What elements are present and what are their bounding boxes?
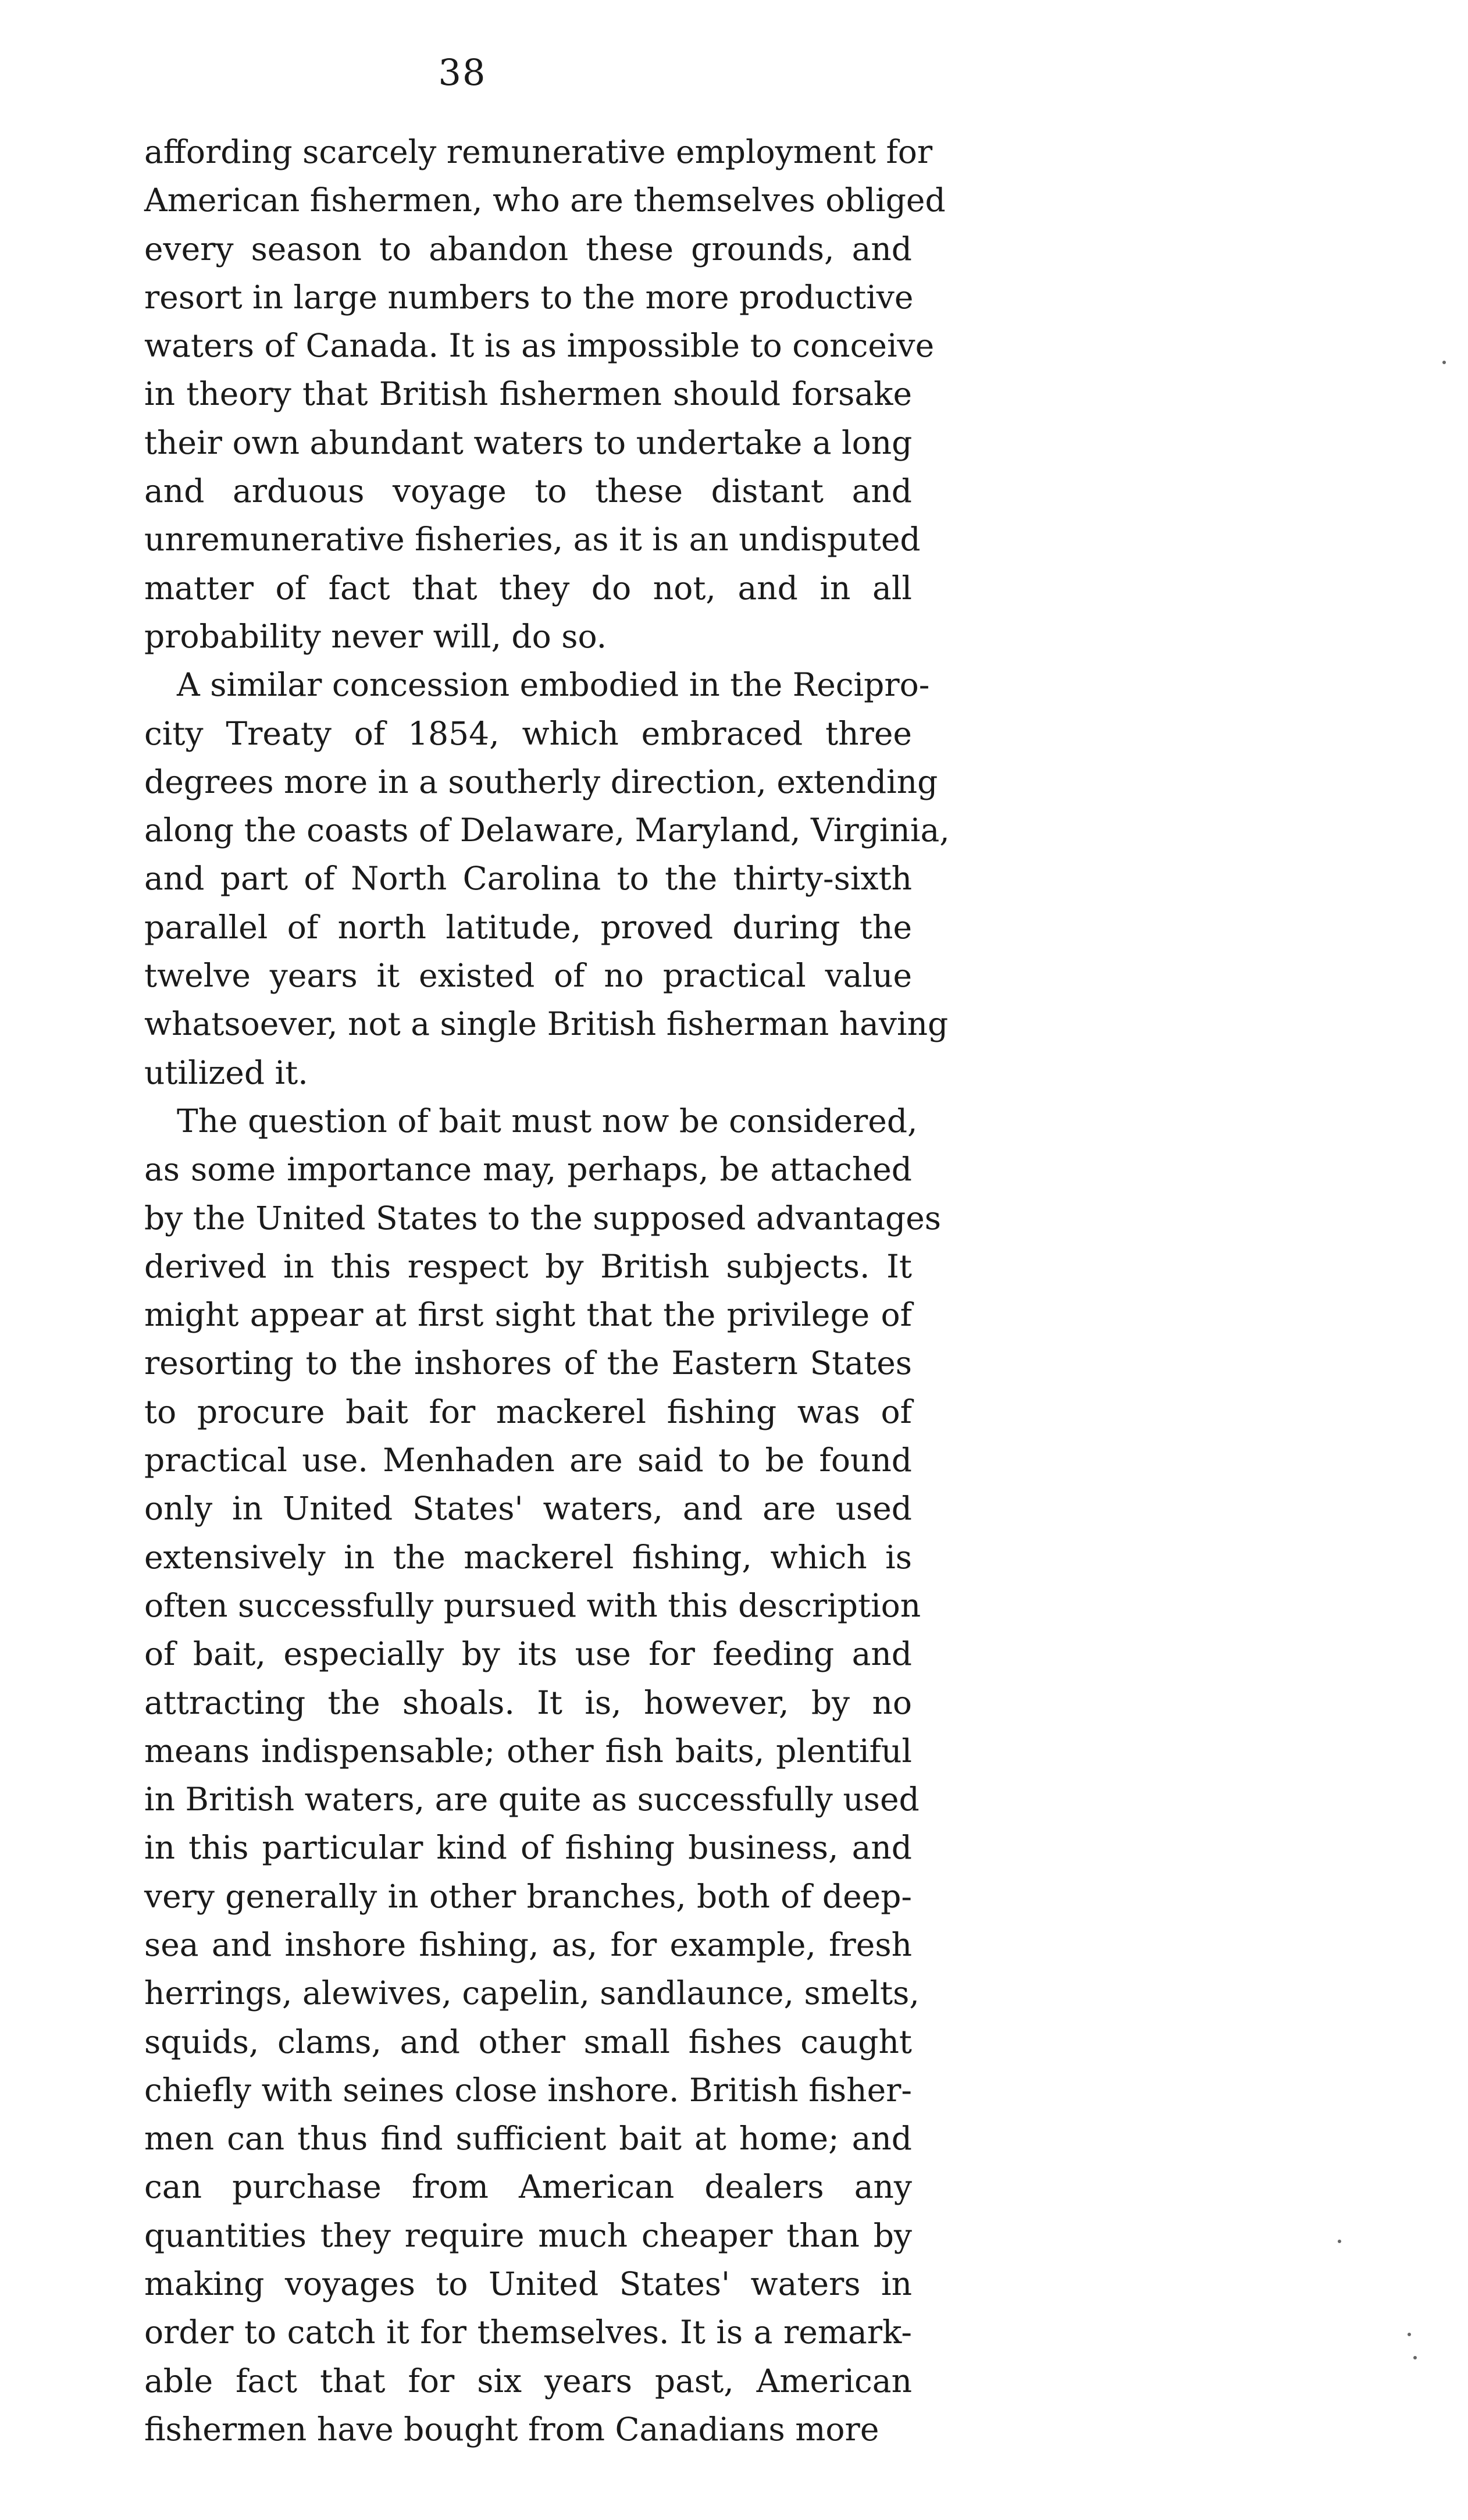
text-line: affording scarcely remunerative employment for xyxy=(144,133,933,170)
text-line: utilized it. xyxy=(144,1053,308,1091)
text-line: every season to abandon these grounds, and xyxy=(144,230,912,268)
text-line: to procure bait for mackerel fishing was of xyxy=(144,1393,912,1430)
text-line: of bait, especially by its use for feeding and xyxy=(144,1635,912,1673)
text-line: and arduous voyage to these distant and xyxy=(144,472,912,510)
text-line: herrings, alewives, capelin, sandlaunce, smelts, xyxy=(144,1974,920,2012)
text-line: twelve years it existed of no practical value xyxy=(144,957,912,995)
text-line: extensively in the mackerel fishing, which is xyxy=(144,1538,912,1576)
body-text xyxy=(144,128,950,2454)
text-line: whatsoever, not a single British fisherman having xyxy=(144,1005,949,1043)
text-line: able fact that for six years past, American xyxy=(144,2362,912,2400)
text-line: making voyages to United States' waters in xyxy=(144,2265,912,2303)
text-line: as some importance may, perhaps, be attached xyxy=(144,1151,912,1188)
text-line: along the coasts of Delaware, Maryland, Virginia, xyxy=(144,811,950,849)
text-line: parallel of north latitude, proved during the xyxy=(144,908,912,946)
text-line: practical use. Menhaden are said to be found xyxy=(144,1441,912,1479)
text-line: A similar concession embodied in the Recipro- xyxy=(177,666,930,704)
text-line: in theory that British fishermen should forsake xyxy=(144,375,912,413)
text-line: in this particular kind of fishing business, and xyxy=(144,1829,912,1867)
text-line: squids, clams, and other small fishes caught xyxy=(144,2023,912,2060)
text-line: very generally in other branches, both of deep- xyxy=(144,1877,912,1915)
paragraph xyxy=(144,1097,942,2454)
text-line: derived in this respect by British subjects. It xyxy=(144,1247,912,1285)
text-line: in British waters, are quite as successfully used xyxy=(144,1781,920,1818)
text-line: order to catch it for themselves. It is a remark- xyxy=(144,2313,912,2351)
margin-speck xyxy=(1408,2333,1411,2336)
text-line: The question of bait must now be considered, xyxy=(177,1102,918,1140)
margin-speck xyxy=(1338,2240,1341,2243)
text-line: city Treaty of 1854, which embraced three xyxy=(144,714,912,752)
text-line: their own abundant waters to undertake a long xyxy=(144,423,913,461)
text-line: American fishermen, who are themselves obliged xyxy=(144,181,946,219)
text-line: degrees more in a southerly direction, extending xyxy=(144,763,938,800)
margin-speck xyxy=(1413,2356,1417,2359)
text-line: attracting the shoals. It is, however, by no xyxy=(144,1683,912,1721)
text-line: resorting to the inshores of the Eastern States xyxy=(144,1344,912,1382)
text-line: unremunerative fisheries, as it is an undisputed xyxy=(144,521,921,558)
paragraph xyxy=(144,128,946,661)
text-line: sea and inshore fishing, as, for example, fresh xyxy=(144,1925,912,1963)
text-line: means indispensable; other fish baits, plentiful xyxy=(144,1732,912,1770)
text-line: might appear at first sight that the privilege of xyxy=(144,1296,912,1334)
text-line: chiefly with seines close inshore. British fisher- xyxy=(144,2071,912,2109)
text-line: and part of North Carolina to the thirty-sixth xyxy=(144,860,912,898)
text-line: resort in large numbers to the more productive xyxy=(144,278,914,316)
text-line: waters of Canada. It is as impossible to conceive xyxy=(144,327,935,365)
paragraph xyxy=(144,661,950,1097)
page-number: 38 xyxy=(438,51,487,94)
text-line: can purchase from American dealers any xyxy=(144,2168,912,2206)
text-line: quantities they require much cheaper than by xyxy=(144,2216,912,2254)
text-line: matter of fact that they do not, and in all xyxy=(144,569,912,607)
text-line: probability never will, do so. xyxy=(144,617,607,655)
text-line: only in United States' waters, and are used xyxy=(144,1490,912,1528)
text-line: men can thus find sufficient bait at home; and xyxy=(144,2120,912,2158)
text-line: often successfully pursued with this description xyxy=(144,1586,921,1624)
text-line: by the United States to the supposed advantages xyxy=(144,1199,942,1237)
margin-speck xyxy=(1442,361,1446,364)
text-line: fishermen have bought from Canadians more xyxy=(144,2410,879,2448)
